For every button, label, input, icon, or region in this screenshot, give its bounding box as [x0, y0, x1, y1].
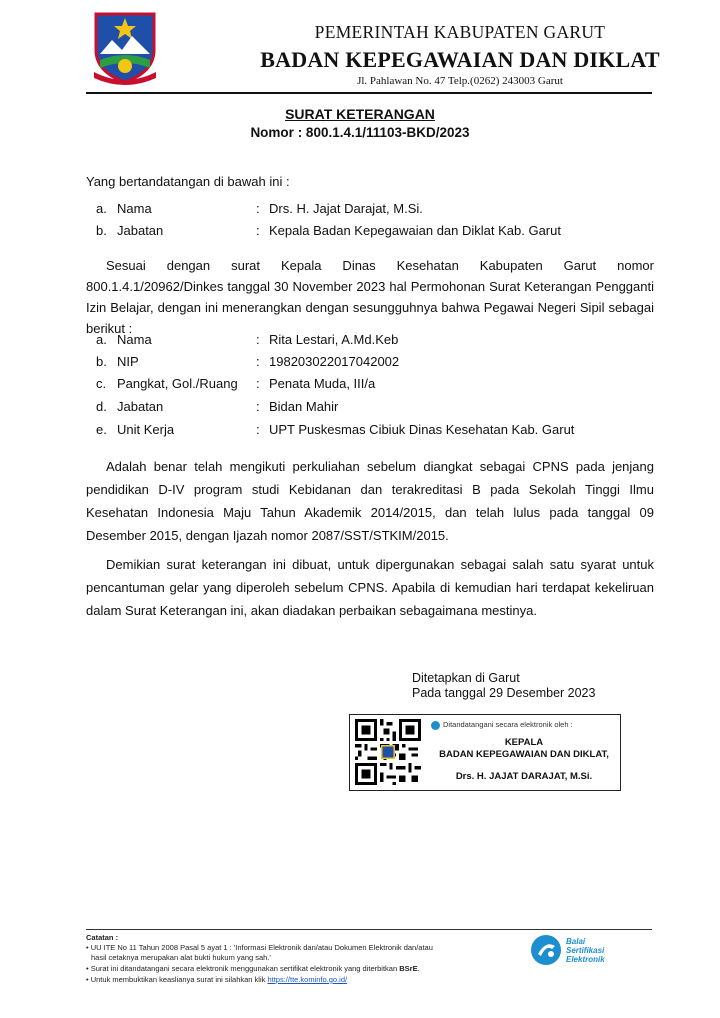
row-letter: a. — [96, 332, 107, 347]
employee-row — [86, 422, 656, 444]
row-letter: c. — [96, 376, 107, 391]
document-number: Nomor : 800.1.4.1/11103-BKD/2023 — [250, 125, 470, 140]
employee-row — [86, 376, 656, 398]
row-value: Bidan Mahir — [269, 399, 339, 414]
paragraph-reference: Sesuai dengan surat Kepala Dinas Kesehatan Kabupaten Garut nomor 800.1.4.1/20962/Dinkes tanggal 30 November 2023 hal Permohonan Surat Keterangan Pengganti Izin Belajar, dengan ini menerangkan dengan sesungguhnya bahwa Pegawai Negeri Sipil sebagai berikut : — [86, 258, 654, 336]
footer-note-2-bsre: BSrE — [399, 964, 418, 973]
row-label: Jabatan — [117, 399, 164, 414]
row-letter: d. — [96, 399, 107, 414]
qr-code-icon[interactable] — [355, 719, 421, 785]
signer-row — [86, 223, 656, 245]
paragraph-statement: Adalah benar telah mengikuti perkuliahan sebelum diangkat sebagai CPNS pada jenjang pendidikan D-IV program studi Kebidanan dan terakreditasi B pada Sekolah Tinggi Ilmu Kesehatan Indonesia Maju Tahun Akademik 2014/2015, dan telah lulus pada tanggal 09 Desember 2015, dengan Ijazah nomor 2087/SST/STKIM/2015. — [86, 459, 654, 543]
signature-date: Pada tanggal 29 Desember 2023 — [412, 686, 596, 700]
row-label: Jabatan — [117, 223, 164, 238]
verification-link[interactable]: https://tte.kominfo.go.id/ — [267, 975, 348, 984]
row-label: Nama — [117, 332, 152, 347]
footer-note-1-cont: hasil cetaknya merupakan alat bukti hukum yang sah.' — [91, 953, 271, 962]
bsre-logo-icon — [530, 934, 562, 966]
footer-note-3-text: • Untuk membuktikan keaslianya surat ini silahkan klik — [86, 975, 268, 984]
row-value: Drs. H. Jajat Darajat, M.Si. — [269, 201, 423, 216]
e-sign-note — [431, 720, 617, 730]
signature-place: Ditetapkan di Garut — [412, 671, 520, 685]
row-colon: : — [256, 376, 260, 391]
letterhead-address: Jl. Pahlawan No. 47 Telp.(0262) 243003 Garut — [357, 75, 563, 87]
letterhead-line-1: PEMERINTAH KABUPATEN GARUT — [314, 22, 606, 42]
row-colon: : — [256, 223, 260, 238]
row-label: NIP — [117, 354, 139, 369]
footer-note-1: • UU ITE No 11 Tahun 2008 Pasal 5 ayat 1 : 'Informasi Elektronik dan/atau Dokumen Elektronik dan/atau — [86, 943, 433, 952]
footer-note-2-end: . — [417, 964, 420, 973]
row-colon: : — [256, 354, 260, 369]
bsre-name-2: Sertifikasi — [566, 946, 605, 955]
e-sign-note-text: Ditandatangani secara elektronik oleh : — [443, 720, 573, 729]
row-value: Kepala Badan Kepegawaian dan Diklat Kab. Garut — [269, 223, 561, 238]
row-letter: b. — [96, 354, 107, 369]
signer-row — [86, 201, 656, 223]
row-letter: e. — [96, 422, 107, 437]
footer-heading: Catatan : — [86, 933, 119, 942]
garut-regency-logo — [92, 10, 158, 86]
footer-note-2 — [86, 964, 506, 974]
document-title: SURAT KETERANGAN — [285, 106, 435, 122]
paragraph-closing: Demikian surat keterangan ini dibuat, untuk dipergunakan sebagai salah satu syarat untuk pencantuman gelar yang diperoleh sebelum CPNS. Apabila di kemudian hari terdapat kekeliruan dalam Surat Keterangan ini, akan diadakan perbaikan sebagaimana mestinya. — [86, 557, 654, 618]
footer-note-3 — [86, 975, 506, 985]
row-letter: a. — [96, 201, 107, 216]
letterhead-divider — [86, 92, 652, 94]
row-value: UPT Puskesmas Cibiuk Dinas Kesehatan Kab. Garut — [269, 422, 575, 437]
intro-text: Yang bertandatangan di bawah ini : — [86, 174, 290, 189]
row-colon: : — [256, 399, 260, 414]
letterhead-agency-name: BADAN KEPEGAWAIAN DAN DIKLAT — [260, 47, 660, 72]
row-colon: : — [256, 201, 260, 216]
employee-row — [86, 399, 656, 421]
employee-row — [86, 354, 656, 376]
row-value: 198203022017042002 — [269, 354, 400, 369]
bsre-name-3: Elektronik — [566, 955, 605, 964]
row-colon: : — [256, 422, 260, 437]
row-value: Rita Lestari, A.Md.Keb — [269, 332, 399, 347]
bsre-name-1: Balai — [566, 937, 586, 946]
signer-position-2: BADAN KEPEGAWAIAN DAN DIKLAT, — [439, 749, 609, 760]
bsre-name — [566, 937, 605, 964]
signer-name: Drs. H. JAJAT DARAJAT, M.Si. — [455, 771, 593, 782]
row-value: Penata Muda, III/a — [269, 376, 376, 391]
row-letter: b. — [96, 223, 107, 238]
row-colon: : — [256, 332, 260, 347]
row-label: Unit Kerja — [117, 422, 175, 437]
bsre-badge-icon — [431, 721, 440, 730]
row-label: Pangkat, Gol./Ruang — [117, 376, 238, 391]
employee-row — [86, 332, 656, 354]
footer-divider — [86, 929, 652, 930]
row-label: Nama — [117, 201, 152, 216]
footer-note-2-text: • Surat ini ditandatangani secara elektronik menggunakan sertifikat elektronik yang diterbitkan — [86, 964, 400, 973]
signer-position-1: KEPALA — [504, 737, 544, 748]
